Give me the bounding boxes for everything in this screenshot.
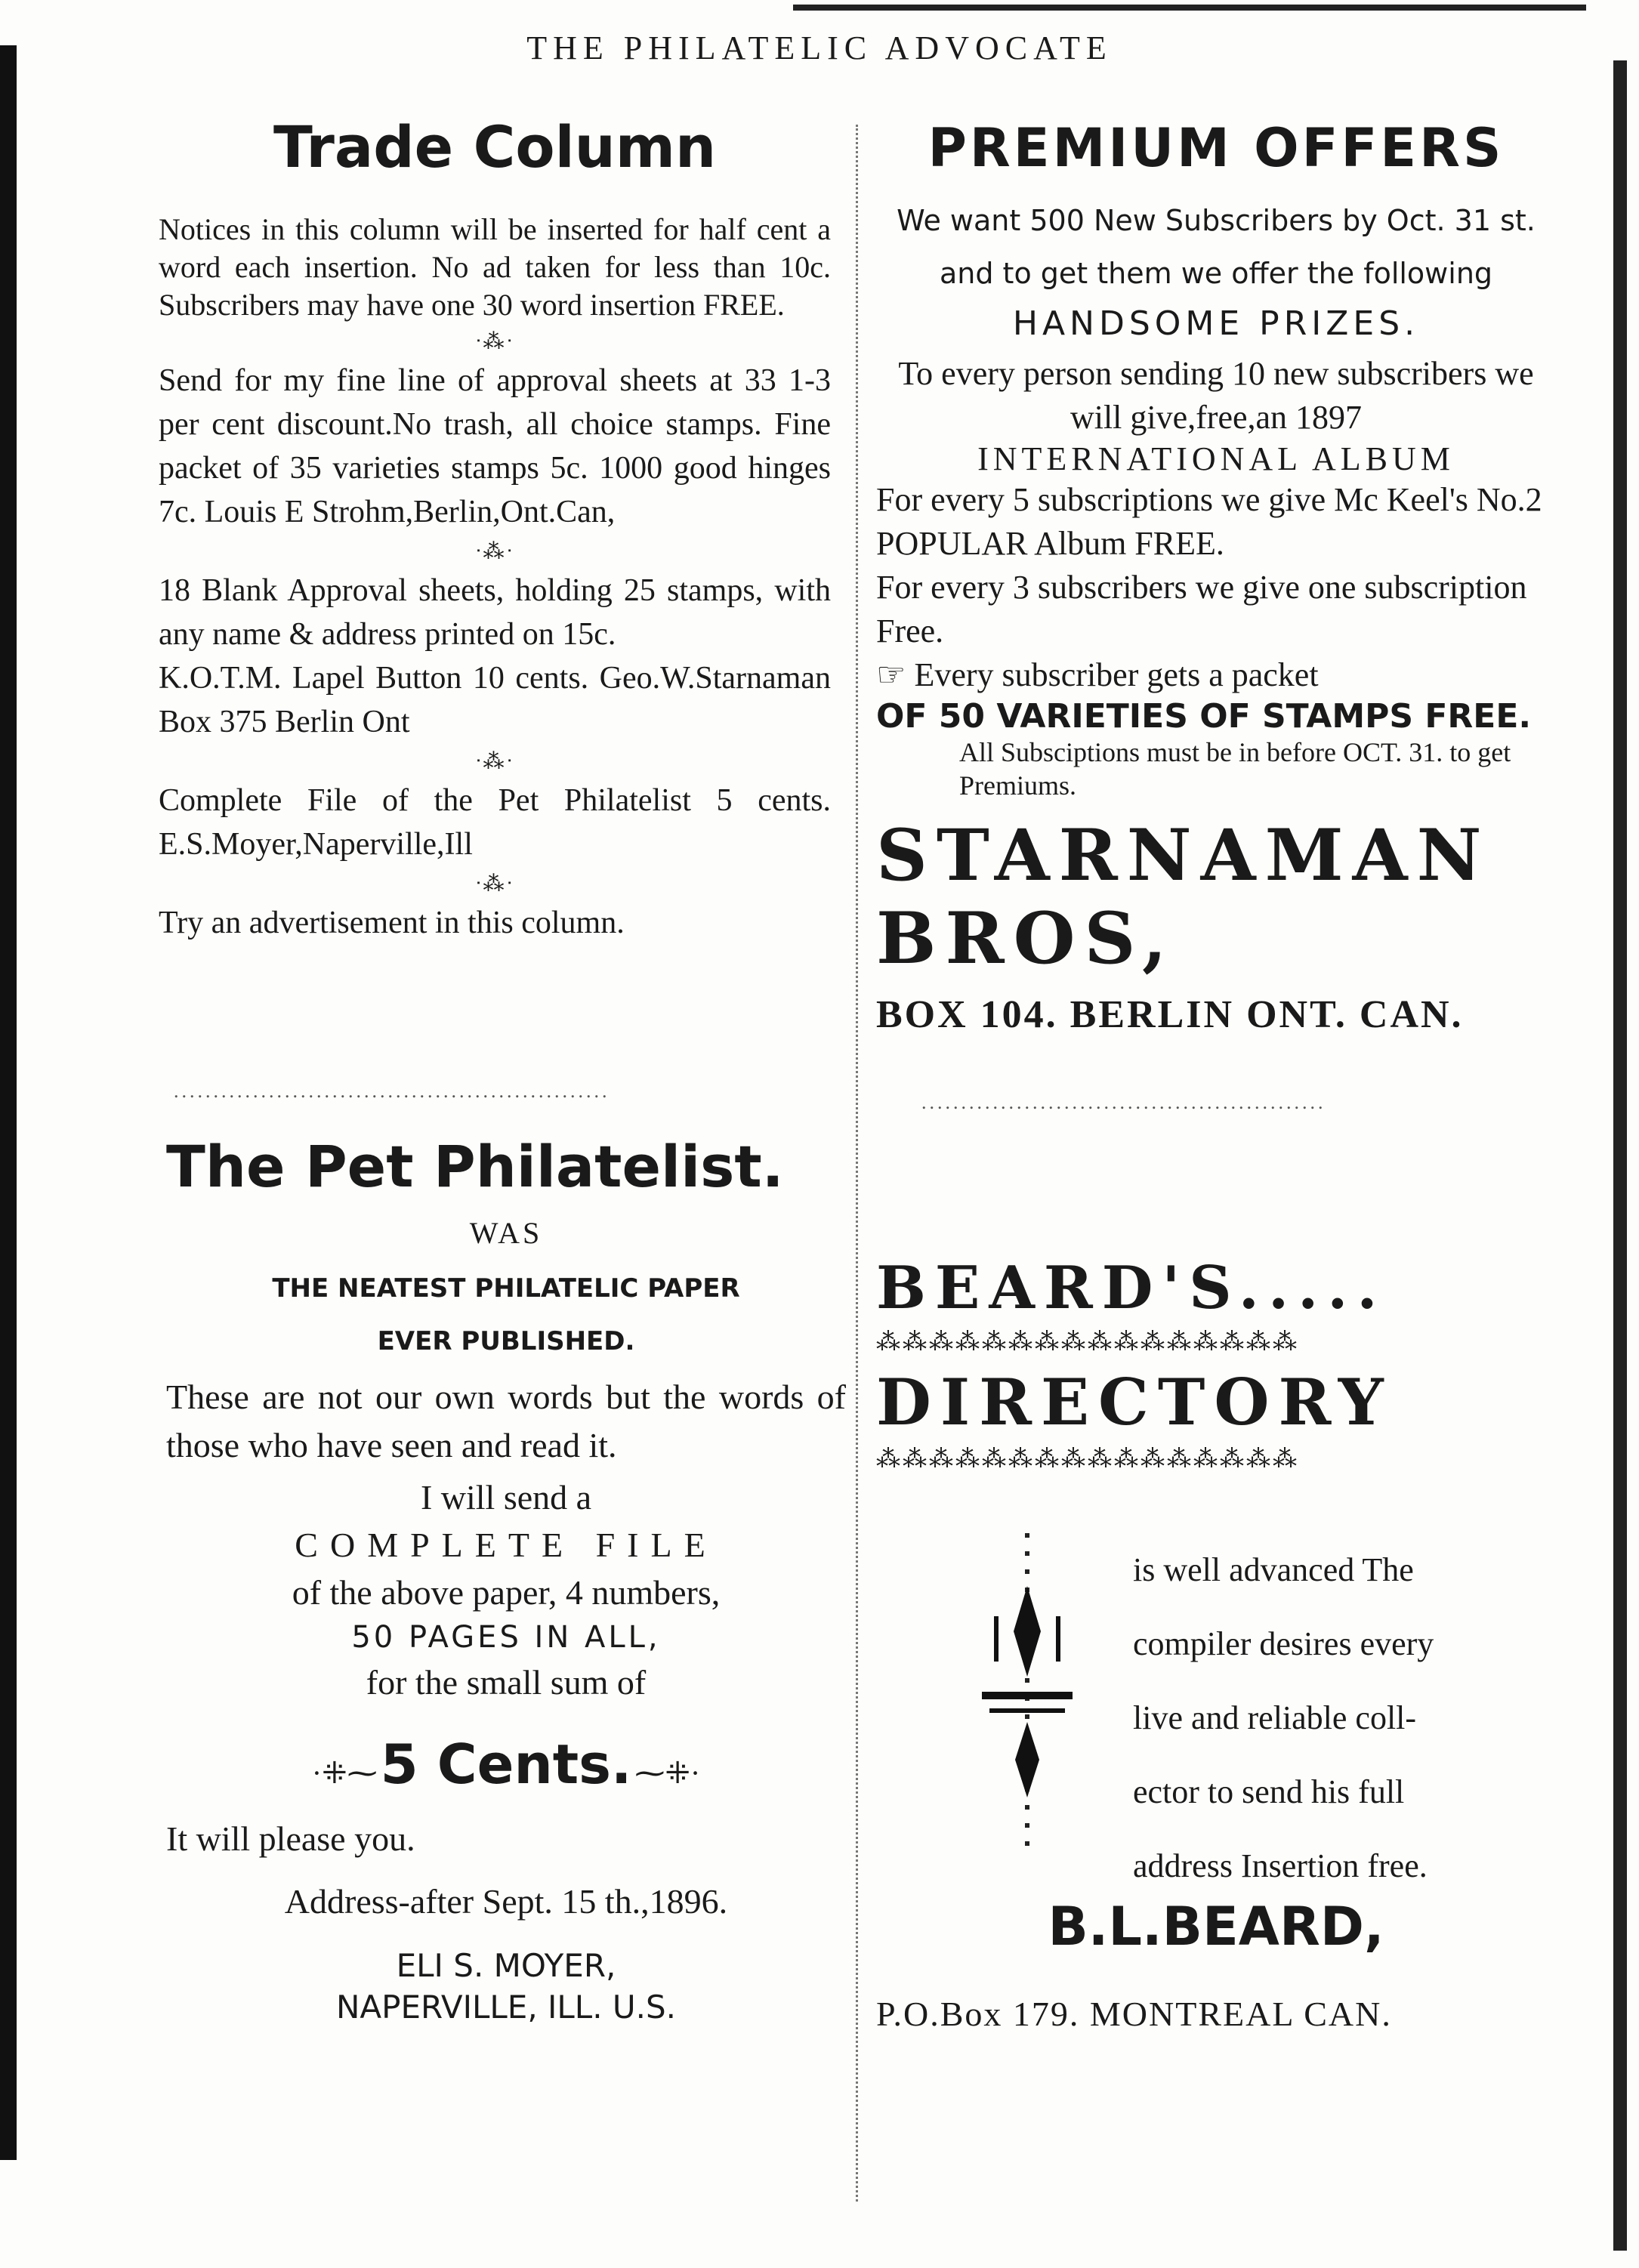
beard-name: B.L.BEARD, xyxy=(1048,1896,1384,1958)
starnaman-address: BOX 104. BERLIN ONT. CAN. xyxy=(876,993,1464,1036)
dotted-separator: ................................................... xyxy=(921,1091,1326,1113)
flourish-left-icon: ·⁜⁓ xyxy=(311,1756,378,1790)
pet-numbers: of the above paper, 4 numbers, xyxy=(292,1573,721,1612)
premium-offer-4: ☞ Every subscriber gets a packet xyxy=(876,656,1319,693)
trade-title: Trade Column xyxy=(273,113,717,181)
beard-title-2: DIRECTORY xyxy=(876,1365,1393,1439)
right-margin-rule xyxy=(1613,60,1627,2251)
pointing-hand-icon: ☞ xyxy=(876,656,915,693)
premium-intro: We want 500 New Subscribers by Oct. 31 st. and to get them we offer the following xyxy=(897,204,1536,290)
international-album: INTERNATIONAL ALBUM xyxy=(977,440,1455,477)
trade-ad-3: K.O.T.M. Lapel Button 10 cents. Geo.W.Starnaman Box 375 Berlin Ont xyxy=(159,661,831,739)
beard-address: P.O.Box 179. MONTREAL CAN. xyxy=(876,1995,1392,2033)
decorative-ornament-icon xyxy=(967,1533,1088,1858)
trade-intro: Notices in this column will be inserted for half cent a word each insertion. No ad taken for less than 10c. Subscribers may have one 30 word insertion FREE. xyxy=(159,212,831,322)
column-divider xyxy=(856,125,858,2202)
trade-ad-2: 18 Blank Approval sheets, holding 25 stamps, with any name & address printed on 15c. xyxy=(159,573,831,652)
pet-sum: for the small sum of xyxy=(366,1663,647,1702)
starnaman-bros: STARNAMAN BROS, xyxy=(876,814,1491,980)
page-header: THE PHILATELIC ADVOCATE xyxy=(526,29,1113,66)
ornament-divider: ᐧ⁂ᐧ xyxy=(475,330,514,353)
beard-line-1: is well advanced The xyxy=(1133,1551,1414,1588)
pet-name: ELI S. MOYER, xyxy=(396,1947,616,1984)
premium-title: PREMIUM OFFERS xyxy=(928,117,1505,179)
beard-title-1: BEARD'S..... xyxy=(876,1254,1387,1322)
dotted-separator: ....................................................... xyxy=(174,1080,610,1102)
pet-price: 5 Cents. xyxy=(380,1733,632,1796)
flourish-right-icon: ⁓⁜· xyxy=(634,1756,701,1790)
pet-was: WAS xyxy=(469,1216,543,1250)
premium-offer-1: To every person sending 10 new subscribers we will give,free,an 1897 xyxy=(898,355,1534,436)
beard-body xyxy=(1133,1533,1556,1903)
beard-line-5: address Insertion free. xyxy=(1133,1847,1428,1884)
ornament-band: ⁂⁂⁂⁂⁂⁂⁂⁂⁂⁂⁂⁂⁂⁂⁂⁂ xyxy=(876,1445,1299,1472)
ornament-band: ⁂⁂⁂⁂⁂⁂⁂⁂⁂⁂⁂⁂⁂⁂⁂⁂ xyxy=(876,1328,1299,1355)
premium-offer-3: For every 3 subscribers we give one subscription Free. xyxy=(876,569,1527,650)
beard-column xyxy=(876,1254,1556,1473)
handsome-prizes: HANDSOME PRIZES. xyxy=(1012,304,1420,343)
pet-please: It will please you. xyxy=(166,1819,415,1858)
premium-offer-4b: OF 50 VARIETIES OF STAMPS FREE. xyxy=(876,697,1532,736)
pet-file: COMPLETE FILE xyxy=(295,1526,718,1564)
pet-city: NAPERVILLE, ILL. U.S. xyxy=(335,1989,677,2026)
ornament-divider: ᐧ⁂ᐧ xyxy=(475,750,514,773)
ornament-divider: ᐧ⁂ᐧ xyxy=(475,872,514,896)
top-rule xyxy=(793,5,1586,11)
beard-line-3: live and reliable coll- xyxy=(1133,1699,1417,1736)
pet-title: The Pet Philatelist. xyxy=(166,1133,784,1200)
pet-pages: 50 PAGES IN ALL, xyxy=(351,1620,661,1655)
trade-ad-1: Send for my fine line of approval sheets at 33 1-3 per cent discount.No trash, all choice stamps. Fine packet of 35 varieties stamps 5c. 1000 good hinges 7c. Louis E Strohm,Berlin,Ont.Can, xyxy=(159,363,831,529)
premium-offer-2: For every 5 subscriptions we give Mc Keel's No.2 POPULAR Album FREE. xyxy=(876,481,1542,562)
beard-line-2: compiler desires every xyxy=(1133,1625,1434,1662)
trade-ad-4: Complete File of the Pet Philatelist 5 cents. E.S.Moyer,Naperville,Ill xyxy=(159,783,831,862)
pet-column xyxy=(166,1133,846,2026)
pet-line-1: THE NEATEST PHILATELIC PAPER xyxy=(272,1273,740,1304)
ornament-divider: ᐧ⁂ᐧ xyxy=(475,540,514,563)
premium-column xyxy=(876,117,1556,1037)
trade-column xyxy=(159,113,831,945)
trade-ad-5: Try an advertisement in this column. xyxy=(159,906,625,940)
pet-quote: These are not our own words but the words of those who have seen and read it. xyxy=(166,1378,846,1464)
pet-line-2: EVER PUBLISHED. xyxy=(377,1326,635,1356)
left-margin-rule xyxy=(0,45,17,2160)
pet-send: I will send a xyxy=(420,1478,592,1517)
beard-line-4: ector to send his full xyxy=(1133,1773,1405,1810)
pet-address-note: Address-after Sept. 15 th.,1896. xyxy=(284,1882,728,1921)
pet-price-line xyxy=(166,1733,846,1796)
premium-deadline: All Subsciptions must be in before OCT. 31. to get Premiums. xyxy=(959,737,1511,801)
